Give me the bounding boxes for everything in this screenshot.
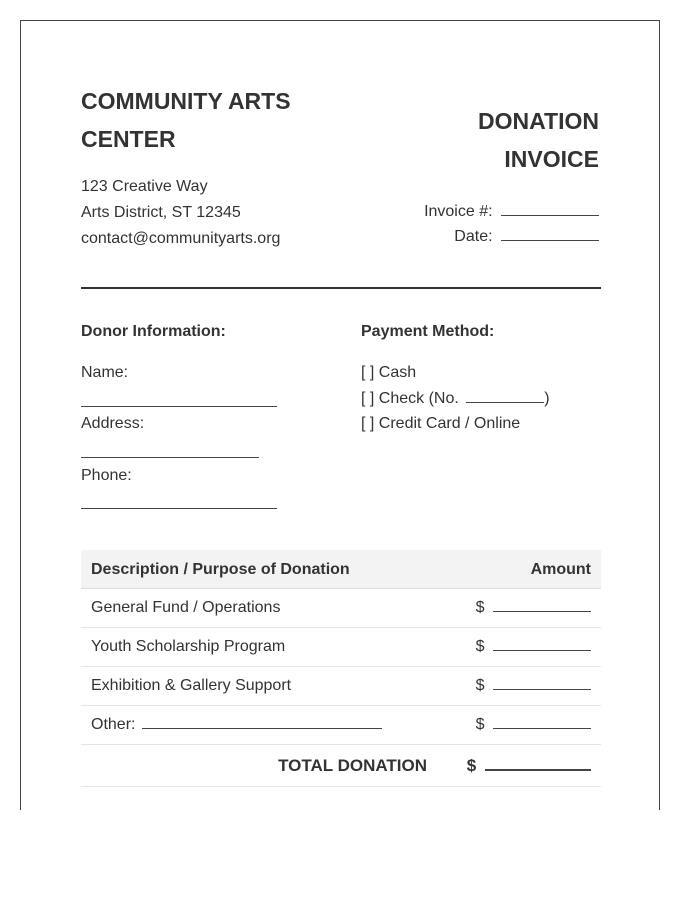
row-amount [476,598,591,618]
currency-symbol: $ [475,599,485,616]
payment-option-cash[interactable]: [ ] Cash [361,364,417,381]
row-amount [476,676,591,696]
payment-option-check[interactable] [361,389,550,409]
total-amount-blank[interactable] [485,769,591,771]
donor-phone-label: Phone: [81,467,132,484]
currency-symbol: $ [475,677,485,694]
donor-address-label: Address: [81,415,145,432]
invoice-page [20,20,660,810]
table-row [81,589,601,628]
organization-name: COMMUNITY ARTS CENTER [81,88,291,152]
address-line-2: Arts District, ST 12345 [81,204,241,221]
table-header-row [81,550,601,589]
row-description-other [91,715,382,735]
amount-blank[interactable] [493,650,591,651]
row-amount [476,715,591,735]
total-currency-symbol: $ [466,756,477,775]
invoice-number-label: Invoice #: [424,203,493,220]
donor-name-blank[interactable] [81,406,277,407]
date-field [454,227,599,247]
amount-blank[interactable] [493,611,591,612]
total-amount [467,756,591,776]
other-description-blank[interactable] [142,728,382,729]
payment-method-heading: Payment Method: [361,323,495,340]
currency-symbol: $ [475,716,485,733]
payment-option-card[interactable]: [ ] Credit Card / Online [361,415,521,432]
date-label: Date: [454,228,493,245]
donor-address-blank[interactable] [81,457,259,458]
check-close-paren: ) [544,390,550,407]
currency-symbol: $ [475,638,485,655]
table-row [81,667,601,706]
total-row [81,745,601,787]
contact-email: contact@communityarts.org [81,230,281,247]
row-amount [476,637,591,657]
donor-info-heading: Donor Information: [81,323,226,340]
description-column-header: Description / Purpose of Donation [91,561,350,578]
document-title: DONATION INVOICE [478,108,599,172]
invoice-number-field [424,202,599,222]
amount-column-header: Amount [530,561,591,578]
header-divider [81,287,601,289]
check-number-blank[interactable] [466,402,544,403]
address-line-1: 123 Creative Way [81,178,208,195]
date-blank[interactable] [501,240,599,241]
table-row [81,706,601,745]
payment-option-check-label: [ ] Check (No. [361,390,459,407]
donor-phone-blank[interactable] [81,508,277,509]
total-donation-label: TOTAL DONATION [278,756,427,775]
table-row [81,628,601,667]
other-label: Other: [91,716,136,733]
amount-blank[interactable] [493,689,591,690]
row-description: Youth Scholarship Program [91,638,286,655]
row-description: General Fund / Operations [91,599,281,616]
amount-blank[interactable] [493,728,591,729]
row-description: Exhibition & Gallery Support [91,677,292,694]
donor-name-label: Name: [81,364,129,381]
invoice-number-blank[interactable] [501,215,599,216]
